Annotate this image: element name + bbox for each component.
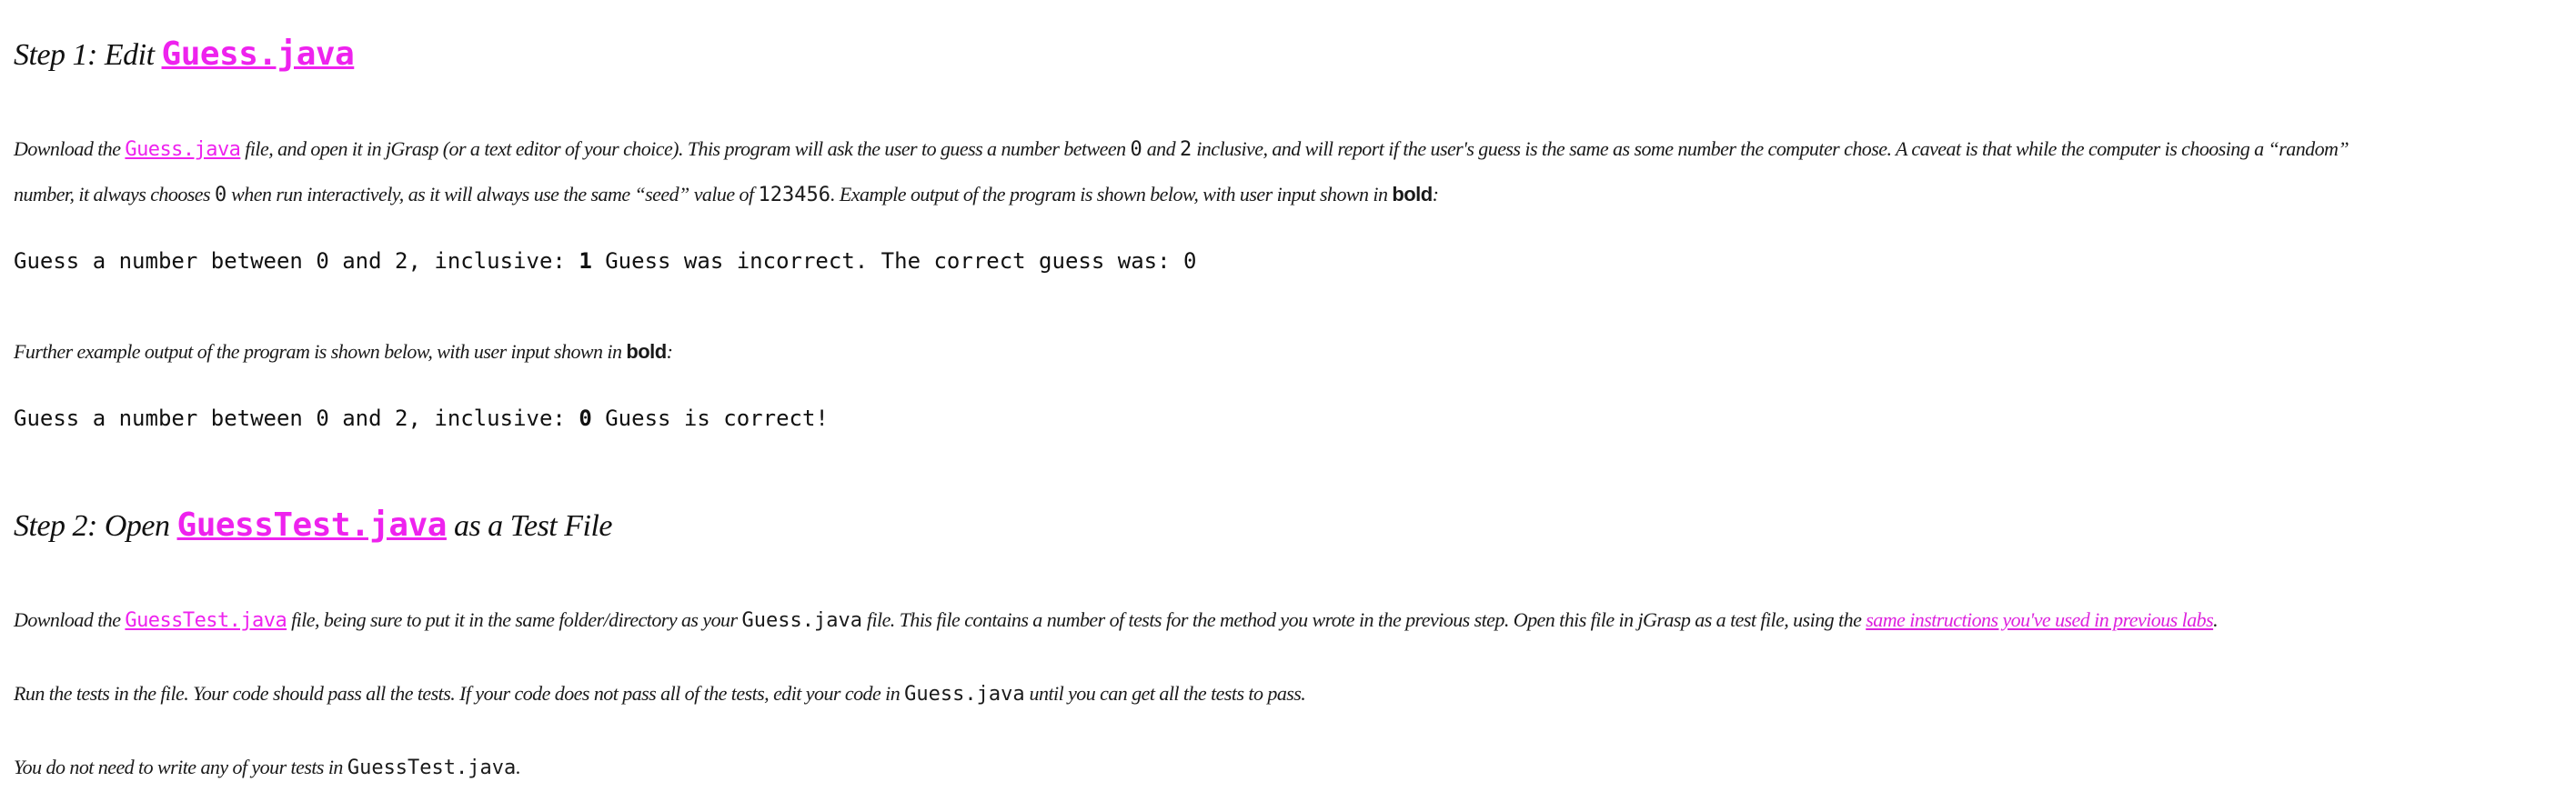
output-line: Guess a number between 0 and 2, inclusive: (14, 406, 579, 431)
text: until you can get all the tests to pass. (1024, 682, 1306, 705)
text: . (2213, 608, 2219, 631)
text: : (1432, 183, 1439, 206)
output-line: Guess a number between 0 and 2, inclusive: (14, 248, 579, 274)
code-seed: 123456 (758, 184, 830, 206)
text: number, it always chooses (14, 183, 215, 206)
code-guesstest-java: GuessTest.java (347, 757, 517, 779)
output-line: Guess is correct! (605, 406, 829, 431)
step2-paragraph-3 (14, 745, 520, 791)
step1-heading (14, 35, 354, 75)
code-zero: 0 (214, 184, 227, 206)
text: when run interactively, as it will always use the same “seed” value of (226, 183, 759, 206)
text: . Example output of the program is shown below, with user input shown in (830, 183, 1393, 206)
text: file. This file contains a number of tests for the method you wrote in the previous step. Open this file in jGrasp as a test file, using the (861, 608, 1867, 631)
guess-java-heading-link[interactable]: Guess.java (161, 35, 355, 73)
text: Further example output of the program is shown below, with user input shown in (14, 340, 627, 363)
code-two: 2 (1180, 138, 1192, 161)
text: You do not need to write any of your tests in (14, 756, 347, 778)
code-guess-java: Guess.java (904, 683, 1025, 706)
code-zero: 0 (1130, 138, 1142, 161)
text: : (666, 340, 673, 363)
text: file, and open it in jGrasp (or a text editor of your choice). This program will ask the user to guess a number between (240, 137, 1131, 160)
text: Run the tests in the file. Your code should pass all the tests. If your code does not pass all of the tests, edit your code in (14, 682, 905, 705)
guess-java-download-link[interactable]: Guess.java (125, 138, 241, 161)
text: file, being sure to put it in the same folder/directory as your (287, 608, 742, 631)
text: Download the (14, 137, 126, 160)
example-output-1 (14, 246, 1196, 276)
step2-heading (14, 506, 612, 546)
step1-paragraph-further (14, 329, 672, 375)
text: inclusive, and will report if the user's guess is the same as some number the computer chose. A caveat is that while the computer is choosing a “random” (1192, 137, 2350, 160)
step1-paragraph-line1 (14, 126, 2349, 173)
step2-paragraph-1 (14, 597, 2218, 644)
user-input: 1 (579, 248, 592, 274)
step1-heading-prefix: Step 1: Edit (14, 38, 162, 72)
text: . (516, 756, 521, 778)
user-input: 0 (579, 406, 592, 431)
step1-paragraph-line2 (14, 172, 1438, 218)
example-output-2 (14, 404, 829, 433)
step2-paragraph-2 (14, 671, 1305, 717)
bold-word: bold (1392, 183, 1433, 206)
output-line: Guess was incorrect. The correct guess was: 0 (605, 248, 1197, 274)
bold-word: bold (626, 340, 667, 363)
previous-labs-instructions-link[interactable]: same instructions you've used in previous labs (1866, 608, 2214, 631)
step2-heading-suffix: as a Test File (446, 509, 612, 543)
guesstest-java-download-link[interactable]: GuessTest.java (125, 609, 287, 632)
text: Download the (14, 608, 126, 631)
code-guess-java: Guess.java (741, 609, 862, 632)
text: and (1142, 137, 1181, 160)
guesstest-java-heading-link[interactable]: GuessTest.java (176, 506, 447, 544)
step2-heading-prefix: Step 2: Open (14, 509, 177, 543)
